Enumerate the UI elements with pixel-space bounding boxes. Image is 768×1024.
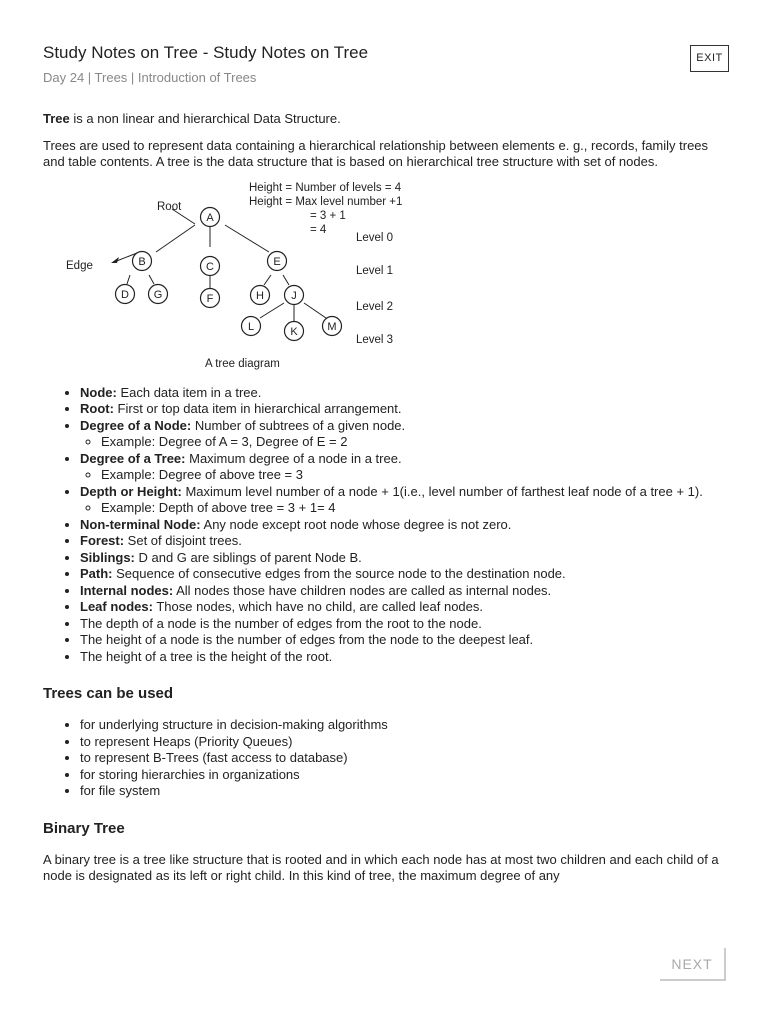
term-label: Degree of a Tree:	[80, 450, 186, 466]
binary-tree-heading: Binary Tree	[43, 819, 125, 837]
example-item: ◦ Example: Depth of above tree = 3 + 1= 4	[101, 500, 733, 517]
level-1-label: Level 1	[356, 264, 394, 277]
term-description: D and G are siblings of parent Node B.	[134, 549, 362, 565]
term-description: Any node except root node whose degree is not zero.	[200, 516, 512, 532]
term-description: Those nodes, which have no child, are called leaf nodes.	[152, 599, 483, 614]
tree-diagram	[59, 181, 419, 379]
list-item	[80, 484, 733, 517]
tree-term: Tree	[43, 111, 70, 126]
node-label-g: G	[153, 288, 163, 301]
level-0-label: Level 0	[356, 231, 394, 244]
edge-e-h	[264, 275, 271, 285]
term-label: Internal nodes:	[80, 582, 174, 598]
term-description: Maximum degree of a node in a tree.	[185, 450, 402, 466]
root-label: Root	[157, 200, 182, 213]
uses-list	[43, 717, 733, 800]
page-title: Study Notes on Tree - Study Notes on Tree	[43, 43, 369, 62]
list-item: • for storing hierarchies in organizations	[80, 767, 733, 784]
edge-e-j	[283, 275, 289, 285]
term-label: Non-terminal Node:	[80, 516, 201, 532]
exit-button[interactable]: EXIT	[690, 45, 729, 72]
edge-j-l	[260, 303, 284, 318]
edge-j-m	[304, 303, 326, 318]
list-item: • to represent Heaps (Priority Queues)	[80, 734, 733, 751]
height-line-4: = 4	[310, 223, 327, 236]
edge-pointer-arrow	[111, 257, 119, 263]
term-description: Sequence of consecutive edges from the source node to the destination node.	[112, 566, 566, 581]
list-item	[80, 418, 733, 451]
binary-tree-paragraph: A binary tree is a tree like structure that is rooted and in which each node has at most two children and each child of a node is designated as its left or right child. In this kind of tree, the maximum degree of any	[43, 851, 719, 883]
term-label: Forest:	[80, 533, 125, 548]
node-label-d: D	[121, 288, 129, 301]
page-header	[43, 42, 683, 86]
level-2-label: Level 2	[356, 300, 394, 313]
node-label-j: J	[291, 289, 297, 302]
tree-diagram-svg	[59, 181, 419, 379]
list-item	[80, 566, 733, 583]
tree-definition: is a non linear and hierarchical Data Structure.	[69, 111, 341, 126]
list-item: • The height of a node is the number of edges from the node to the deepest leaf.	[80, 632, 733, 649]
node-label-h: H	[256, 289, 264, 302]
list-item: • for underlying structure in decision-making algorithms	[80, 717, 733, 734]
terms-list	[43, 385, 733, 666]
edge-label: Edge	[66, 259, 93, 272]
node-label-k: K	[290, 325, 298, 338]
height-line-2: Height = Max level number +1	[249, 195, 403, 208]
breadcrumb: Day 24 | Trees | Introduction of Trees	[43, 70, 257, 85]
term-label: Siblings:	[80, 549, 135, 565]
term-description: Set of disjoint trees.	[124, 533, 242, 548]
sub-list	[80, 500, 733, 517]
term-description: Each data item in a tree.	[116, 384, 262, 400]
list-item	[80, 401, 733, 418]
term-label: Depth or Height:	[80, 483, 182, 499]
height-line-3: = 3 + 1	[310, 209, 346, 222]
sub-list	[80, 467, 733, 484]
term-description: Maximum level number of a node + 1(i.e., level number of farthest leaf node of a tree + 1).	[181, 483, 703, 499]
edge-b-g	[149, 275, 154, 284]
node-label-l: L	[247, 320, 255, 333]
uses-heading: Trees can be used	[43, 685, 174, 702]
list-item	[80, 451, 733, 484]
sub-list	[80, 434, 733, 451]
list-item: • The height of a tree is the height of the root.	[80, 649, 733, 666]
term-label: Leaf nodes:	[80, 599, 153, 614]
notes-content	[43, 111, 733, 895]
node-label-f: F	[206, 292, 214, 305]
intro-paragraph-2: Trees are used to represent data containing a hierarchical relationship between elements e. g., records, family trees and table contents. A tree is the data structure that is based on hierarchical tree structure with set of nodes.	[43, 137, 709, 169]
term-description: All nodes those have children nodes are called as internal nodes.	[173, 582, 552, 598]
list-item	[80, 517, 733, 534]
example-item: ◦ Example: Degree of A = 3, Degree of E = 2	[101, 434, 733, 451]
term-label: Root:	[80, 401, 114, 416]
list-item	[80, 599, 733, 616]
node-label-e: E	[273, 255, 281, 268]
list-item	[80, 583, 733, 600]
term-label: Degree of a Node:	[80, 417, 192, 433]
example-item: ◦ Example: Degree of above tree = 3	[101, 467, 733, 484]
edge-a-b	[156, 225, 195, 252]
node-label-b: B	[138, 255, 146, 268]
level-3-label: Level 3	[356, 333, 394, 346]
term-description: First or top data item in hierarchical arrangement.	[113, 401, 402, 416]
node-label-m: M	[327, 320, 337, 333]
list-item	[80, 550, 733, 567]
term-description: Number of subtrees of a given node.	[191, 417, 406, 433]
list-item: • to represent B-Trees (fast access to database)	[80, 750, 733, 767]
node-label-a: A	[206, 211, 214, 224]
list-item	[80, 533, 733, 550]
diagram-caption: A tree diagram	[205, 357, 280, 370]
edge-b-d	[127, 275, 130, 284]
list-item: • The depth of a node is the number of edges from the root to the node.	[80, 616, 733, 633]
term-label: Node:	[80, 384, 117, 400]
list-item: • for file system	[80, 783, 733, 800]
node-label-c: C	[206, 260, 214, 273]
term-label: Path:	[80, 566, 113, 581]
intro-paragraph-1	[43, 111, 733, 128]
height-line-1: Height = Number of levels = 4	[249, 181, 402, 194]
list-item	[80, 385, 733, 402]
next-button[interactable]: NEXT	[660, 948, 726, 981]
edge-a-e	[225, 225, 269, 252]
